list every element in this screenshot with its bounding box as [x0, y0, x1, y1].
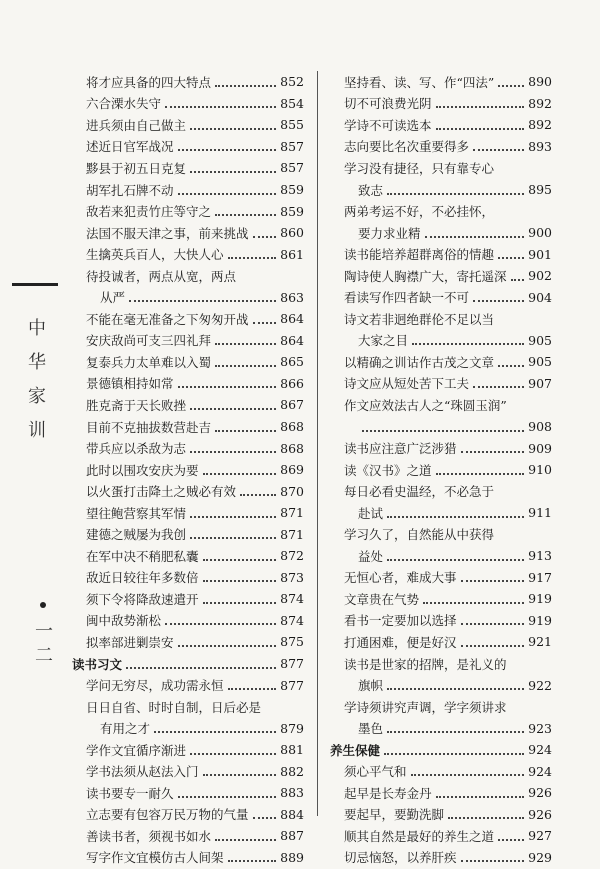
toc-entry-title: 以精确之训诂作古茂之文章	[344, 354, 495, 370]
toc-entry-title: 读书能培养超群离俗的情趣	[344, 247, 495, 263]
toc-entry-page: 901	[528, 246, 552, 262]
toc-leader-dots	[178, 193, 277, 195]
toc-leader-dots	[203, 774, 277, 776]
toc-entry-page: 904	[528, 289, 552, 305]
toc-leader-dots	[387, 731, 524, 733]
toc-entry-page: 877	[280, 677, 304, 693]
toc-entry-page: 865	[280, 354, 304, 370]
toc-leader-dots	[190, 753, 276, 755]
toc-entry-title: 顺其自然是最好的养生之道	[344, 828, 495, 844]
toc-entry-page: 863	[280, 289, 304, 305]
toc-entry-title: 致志	[358, 182, 384, 198]
toc-entry-title: 切不可浪费光阴	[344, 96, 432, 112]
toc-section-heading	[330, 739, 552, 761]
toc-entry-title: 目前不克抽拔数营赴吉	[86, 419, 212, 435]
toc-entry-page: 873	[280, 569, 304, 585]
toc-entry	[330, 243, 552, 265]
toc-entry	[72, 157, 304, 179]
toc-entry-page: 870	[280, 483, 304, 499]
toc-entry-title: 学问无穷尽，成功需永恒	[86, 678, 224, 694]
toc-entry-page: 879	[280, 720, 304, 736]
toc-entry-title: 善读书者，须视书如水	[86, 828, 212, 844]
toc-section-heading	[72, 653, 304, 675]
toc-entry	[330, 717, 552, 739]
toc-entry	[330, 93, 552, 115]
toc-leader-dots	[461, 623, 525, 625]
toc-entry	[72, 545, 304, 567]
toc-entry	[330, 373, 552, 395]
toc-entry-page: 905	[528, 332, 552, 348]
book-title-char: 华	[28, 352, 46, 373]
toc-entry-title: 立志要有包容万民万物的气量	[86, 807, 249, 823]
toc-leader-dots	[253, 817, 277, 819]
toc-entry-page: 877	[280, 656, 304, 672]
toc-leader-dots	[362, 430, 524, 432]
toc-entry	[72, 674, 304, 696]
toc-entry-title: 学习久了，自然能从中获得	[344, 527, 495, 543]
toc-leader-dots	[203, 559, 277, 561]
toc-entry	[72, 567, 304, 589]
toc-entry-title: 墨色	[358, 721, 384, 737]
toc-entry-title: 进兵须由自己做主	[86, 117, 187, 133]
toc-entry-title: 不能在毫无准备之下匆匆开战	[86, 311, 249, 327]
toc-leader-dots	[215, 430, 276, 432]
toc-entry	[72, 243, 304, 265]
toc-entry-page: 860	[280, 225, 304, 241]
toc-entry	[330, 588, 552, 610]
toc-entry	[330, 459, 552, 481]
toc-entry-title: 以火蛋打击降土之贼必有效	[86, 484, 237, 500]
toc-entry-page: 919	[528, 612, 552, 628]
toc-entry	[72, 804, 304, 826]
toc-entry-page: 857	[280, 160, 304, 176]
toc-entry-page: 919	[528, 591, 552, 607]
toc-leader-dots	[215, 839, 276, 841]
toc-entry-title: 此时以围攻安庆为要	[86, 462, 199, 478]
toc-entry	[72, 782, 304, 804]
toc-leader-dots	[253, 322, 277, 324]
toc-entry	[72, 847, 304, 869]
toc-entry-page: 909	[528, 440, 552, 456]
toc-entry-title: 学作文宜循序渐进	[86, 742, 187, 758]
toc-entry-title: 须心平气和	[344, 764, 407, 780]
toc-entry-title: 闽中敌势渐松	[86, 613, 162, 629]
toc-leader-dots	[436, 473, 525, 475]
toc-entry	[330, 696, 552, 718]
toc-leader-dots	[412, 343, 524, 345]
toc-entry-page: 852	[280, 74, 304, 90]
book-title-char: 训	[28, 420, 46, 441]
toc-entry	[72, 330, 304, 352]
toc-right-column	[330, 71, 552, 868]
column-divider	[317, 71, 318, 816]
toc-entry-title: 益处	[358, 548, 384, 564]
toc-entry	[330, 437, 552, 459]
toc-entry	[72, 437, 304, 459]
toc-entry	[330, 631, 552, 653]
toc-entry-page: 861	[280, 246, 304, 262]
toc-entry-title: 养生保健	[330, 742, 381, 758]
toc-entry	[330, 222, 552, 244]
toc-entry-title: 敌若来犯责竹庄等守之	[86, 204, 212, 220]
toc-entry-title: 敌近日较往年多数倍	[86, 570, 199, 586]
toc-entry-page: 892	[528, 95, 552, 111]
toc-entry	[72, 631, 304, 653]
toc-leader-dots	[384, 753, 524, 755]
toc-leader-dots	[511, 279, 525, 281]
toc-entry-title: 打通困难，便是好汉	[344, 634, 457, 650]
toc-entry-page: 927	[528, 828, 552, 844]
toc-entry	[72, 286, 304, 308]
toc-entry-title: 看书一定要加以选择	[344, 613, 457, 629]
toc-entry-page: 890	[528, 74, 552, 90]
toc-leader-dots	[461, 645, 525, 647]
toc-entry	[330, 761, 552, 783]
toc-entry	[330, 480, 552, 502]
book-title-vertical	[24, 312, 50, 448]
toc-entry-title: 读书应注意广泛涉猎	[344, 441, 457, 457]
toc-entry-page: 875	[280, 634, 304, 650]
toc-entry	[72, 71, 304, 93]
toc-leader-dots	[240, 494, 276, 496]
toc-entry-page: 929	[528, 849, 552, 865]
toc-entry-page: 867	[280, 397, 304, 413]
toc-entry-page: 874	[280, 612, 304, 628]
toc-entry-page: 917	[528, 569, 552, 585]
toc-entry-title: 建德之贼屡为我创	[86, 527, 187, 543]
toc-entry	[72, 696, 304, 718]
toc-entry-title: 大家之目	[358, 333, 409, 349]
toc-leader-dots	[215, 85, 276, 87]
toc-entry	[72, 459, 304, 481]
toc-entry	[330, 674, 552, 696]
toc-entry-page: 871	[280, 526, 304, 542]
book-title-char: 中	[28, 318, 46, 339]
toc-entry-title: 志向要比名次重要得多	[344, 139, 470, 155]
toc-entry-page: 926	[528, 785, 552, 801]
toc-entry-title: 读书习文	[72, 656, 123, 672]
toc-entry-page: 922	[528, 677, 552, 693]
toc-entry-page: 893	[528, 138, 552, 154]
side-dot	[40, 602, 46, 608]
toc-leader-dots	[228, 860, 277, 862]
toc-entry-title: 六合溧水失守	[86, 96, 162, 112]
toc-leader-dots	[178, 149, 277, 151]
toc-leader-dots	[165, 623, 276, 625]
toc-entry-title: 胡军扎石牌不动	[86, 182, 174, 198]
toc-leader-dots	[126, 667, 276, 669]
toc-leader-dots	[498, 85, 524, 87]
toc-leader-dots	[178, 796, 277, 798]
toc-leader-dots	[387, 559, 524, 561]
toc-entry-title: 文章贵在气势	[344, 591, 420, 607]
toc-leader-dots	[498, 365, 524, 367]
toc-entry-page: 855	[280, 117, 304, 133]
toc-entry-title: 须下令将降敌速遣开	[86, 591, 199, 607]
toc-leader-dots	[387, 516, 524, 518]
page-number: 一二	[35, 621, 53, 666]
toc-entry	[330, 804, 552, 826]
toc-leader-dots	[425, 236, 525, 238]
toc-leader-dots	[129, 300, 276, 302]
toc-entry	[72, 265, 304, 287]
toc-entry-title: 景德镇相持如常	[86, 376, 174, 392]
toc-entry-title: 每日必看史温经，不必急于	[344, 484, 495, 500]
toc-entry	[330, 179, 552, 201]
toc-entry-title: 读书是世家的招牌，是礼义的	[344, 656, 507, 672]
toc-entry-title: 无恒心者，难成大事	[344, 570, 457, 586]
toc-entry-title: 旗帜	[358, 678, 384, 694]
toc-entry	[330, 825, 552, 847]
toc-leader-dots	[154, 731, 276, 733]
toc-entry	[330, 523, 552, 545]
toc-entry	[72, 588, 304, 610]
toc-leader-dots	[411, 774, 525, 776]
toc-leader-dots	[203, 473, 277, 475]
toc-leader-dots	[387, 688, 524, 690]
side-rule	[12, 283, 58, 286]
toc-entry-page: 864	[280, 311, 304, 327]
toc-entry-page: 921	[528, 634, 552, 650]
toc-leader-dots	[387, 193, 524, 195]
toc-entry-page: 871	[280, 505, 304, 521]
toc-entry	[330, 200, 552, 222]
toc-entry-title: 看读写作四者缺一不可	[344, 290, 470, 306]
toc-leader-dots	[498, 257, 524, 259]
toc-entry	[72, 523, 304, 545]
toc-entry	[72, 200, 304, 222]
toc-entry	[72, 222, 304, 244]
toc-leader-dots	[190, 408, 276, 410]
toc-entry-title: 两弟考运不好，不必挂怀，	[344, 204, 495, 220]
toc-entry-page: 881	[280, 742, 304, 758]
toc-leader-dots	[190, 171, 276, 173]
toc-leader-dots	[203, 602, 277, 604]
toc-entry	[330, 545, 552, 567]
toc-entry-title: 坚持看、读、写、作“四法”	[344, 74, 495, 90]
toc-entry	[330, 114, 552, 136]
toc-entry	[330, 610, 552, 632]
toc-entry	[72, 114, 304, 136]
toc-entry-title: 学诗不可读选本	[344, 117, 432, 133]
toc-entry	[72, 179, 304, 201]
toc-entry	[330, 847, 552, 869]
toc-entry-title: 法国不服天津之事，前来挑战	[86, 225, 249, 241]
toc-entry	[330, 567, 552, 589]
toc-entry-title: 拟率部进剿崇安	[86, 634, 174, 650]
toc-leader-dots	[461, 860, 525, 862]
toc-entry-title: 学书法须从赵法入门	[86, 764, 199, 780]
toc-entry	[330, 653, 552, 675]
toc-entry	[72, 717, 304, 739]
toc-entry-page: 911	[528, 505, 552, 521]
toc-entry-title: 将才应具备的四大特点	[86, 74, 212, 90]
toc-entry-page: 892	[528, 117, 552, 133]
toc-entry-page: 902	[528, 268, 552, 284]
toc-entry-page: 866	[280, 375, 304, 391]
toc-entry-page: 926	[528, 806, 552, 822]
toc-entry	[72, 308, 304, 330]
toc-entry-title: 胜克斋于天长败挫	[86, 397, 187, 413]
toc-entry-page: 889	[280, 849, 304, 865]
toc-entry	[330, 308, 552, 330]
toc-leader-dots	[228, 257, 277, 259]
toc-leader-dots	[498, 839, 524, 841]
toc-entry-title: 诗文应从短处苦下工夫	[344, 376, 470, 392]
toc-leader-dots	[215, 343, 276, 345]
toc-leader-dots	[473, 300, 524, 302]
toc-entry-page: 924	[528, 742, 552, 758]
toc-entry-page: 887	[280, 828, 304, 844]
toc-leader-dots	[215, 214, 276, 216]
toc-entry	[330, 71, 552, 93]
toc-leader-dots	[178, 645, 277, 647]
toc-entry-title: 读《汉书》之道	[344, 462, 432, 478]
toc-entry-title: 要力求业精	[358, 225, 421, 241]
toc-entry-title: 日日自省、时时自制，日后必是	[86, 699, 262, 715]
toc-entry-page: 854	[280, 95, 304, 111]
toc-entry-title: 生擒英兵百人，大快人心	[86, 247, 224, 263]
toc-leader-dots	[436, 106, 525, 108]
toc-leader-dots	[461, 580, 525, 582]
toc-leader-dots	[203, 580, 277, 582]
book-title-char: 家	[28, 386, 46, 407]
toc-entry-title: 述近日官军战况	[86, 139, 174, 155]
toc-entry-page: 874	[280, 591, 304, 607]
toc-entry-page: 924	[528, 763, 552, 779]
toc-entry	[72, 480, 304, 502]
toc-leader-dots	[436, 128, 525, 130]
toc-entry	[330, 265, 552, 287]
toc-leader-dots	[228, 688, 277, 690]
toc-entry-title: 学诗须讲究声调，学字须讲求	[344, 699, 507, 715]
toc-entry	[72, 610, 304, 632]
toc-entry	[330, 502, 552, 524]
toc-left-column	[72, 71, 304, 868]
toc-entry	[330, 330, 552, 352]
toc-leader-dots	[253, 236, 277, 238]
toc-entry-page: 868	[280, 440, 304, 456]
toc-leader-dots	[215, 365, 276, 367]
toc-leader-dots	[165, 106, 276, 108]
toc-entry-page: 883	[280, 785, 304, 801]
toc-entry-title: 读书要专一耐久	[86, 785, 174, 801]
toc-leader-dots	[461, 451, 525, 453]
toc-entry-page: 905	[528, 354, 552, 370]
toc-entry-title: 切忌恼怒，以养肝疾	[344, 850, 457, 866]
toc-leader-dots	[190, 451, 276, 453]
toc-entry-page: 857	[280, 138, 304, 154]
toc-leader-dots	[436, 796, 525, 798]
toc-entry	[330, 782, 552, 804]
toc-entry	[330, 394, 552, 416]
toc-leader-dots	[448, 817, 524, 819]
toc-entry	[72, 761, 304, 783]
toc-leader-dots	[473, 149, 524, 151]
toc-leader-dots	[190, 128, 276, 130]
toc-entry-title: 从严	[100, 290, 126, 306]
toc-entry-page: 859	[280, 203, 304, 219]
toc-entry	[72, 502, 304, 524]
toc-entry-page: 923	[528, 720, 552, 736]
toc-entry-page: 913	[528, 548, 552, 564]
toc-entry-title: 学习没有捷径，只有靠专心	[344, 160, 495, 176]
toc-entry-page: 900	[528, 225, 552, 241]
toc-leader-dots	[473, 386, 524, 388]
toc-entry	[330, 286, 552, 308]
toc-entry	[72, 825, 304, 847]
toc-entry-title: 诗文若非迥绝群伦不足以当	[344, 311, 495, 327]
toc-entry-title: 黟县于初五日克复	[86, 160, 187, 176]
toc-entry-page: 895	[528, 182, 552, 197]
toc-entry-page: 872	[280, 548, 304, 564]
toc-entry-title: 待投诚者，两点从宽，两点	[86, 268, 237, 284]
toc-entry-title: 望往鲍营察其军情	[86, 505, 187, 521]
toc-leader-dots	[190, 537, 276, 539]
toc-entry-page: 864	[280, 332, 304, 348]
toc-entry	[72, 394, 304, 416]
toc-entry	[72, 416, 304, 438]
toc-entry-page: 910	[528, 462, 552, 478]
toc-entry-page: 868	[280, 419, 304, 435]
toc-entry-title: 作文应效法古人之“珠圆玉润”	[344, 397, 507, 413]
toc-entry	[72, 739, 304, 761]
toc-entry	[72, 351, 304, 373]
toc-entry	[330, 416, 552, 438]
toc-entry	[72, 136, 304, 158]
toc-leader-dots	[190, 516, 276, 518]
toc-entry-page: 908	[528, 419, 552, 435]
toc-entry-title: 带兵应以杀敌为志	[86, 441, 187, 457]
toc-entry	[72, 93, 304, 115]
toc-entry-title: 安庆敌尚可支三四礼拜	[86, 333, 212, 349]
toc-leader-dots	[423, 602, 524, 604]
toc-entry	[330, 157, 552, 179]
toc-entry-title: 陶诗使人胸襟广大，寄托遥深	[344, 268, 507, 284]
toc-entry-title: 起早是长寿金丹	[344, 785, 432, 801]
toc-entry-title: 有用之才	[100, 721, 151, 737]
toc-entry-page: 869	[280, 462, 304, 478]
toc-entry-title: 要起早，要勤洗脚	[344, 807, 445, 823]
toc-entry	[330, 351, 552, 373]
toc-entry-page: 882	[280, 763, 304, 779]
toc-entry-title: 写字作文宜模仿古人间架	[86, 850, 224, 866]
toc-entry	[72, 373, 304, 395]
toc-entry-page: 859	[280, 182, 304, 197]
toc-entry-title: 赴试	[358, 505, 384, 521]
toc-entry-title: 在军中决不稍肥私囊	[86, 548, 199, 564]
toc-leader-dots	[178, 386, 277, 388]
toc-entry-page: 884	[280, 806, 304, 822]
toc-entry-title: 复泰兵力太单难以入蜀	[86, 354, 212, 370]
toc-entry	[330, 136, 552, 158]
toc-entry-page: 907	[528, 375, 552, 391]
